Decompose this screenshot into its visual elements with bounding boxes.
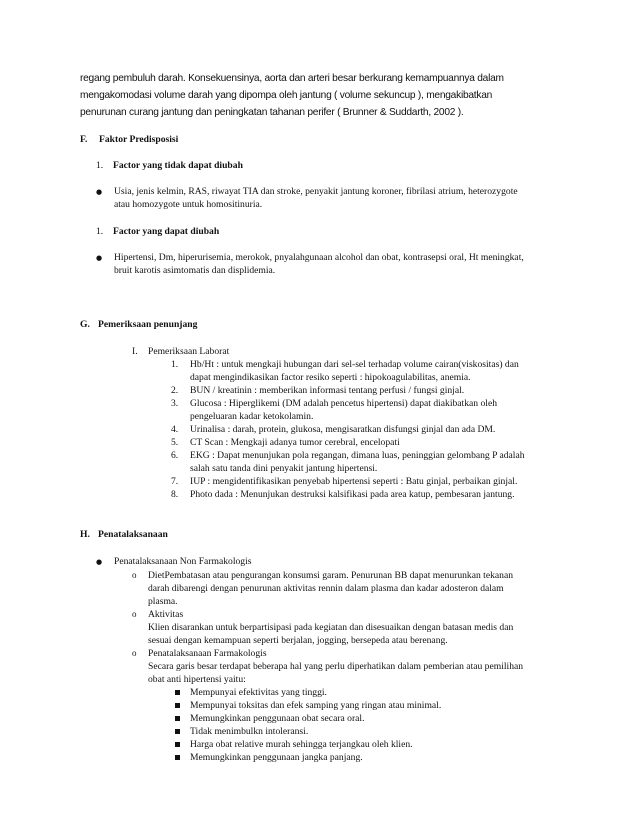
section-g-sub-title: Pemeriksaan Laborat (148, 346, 230, 357)
lab-item-text: CT Scan : Mengkaji adanya tumor cerebral, encelopati (190, 437, 400, 448)
square-bullet-icon (175, 729, 180, 734)
intro-line: regang pembuluh darah. Konsekuensinya, aorta dan arteri besar berkurang kemampuannya dalam (80, 73, 504, 84)
bullet-icon: ● (96, 254, 103, 262)
square-bullet-icon (175, 755, 180, 760)
criteria-item: Tidak menimbulkn intoleransi. (190, 726, 309, 737)
aktivitas-line: Klien disarankan untuk berpartisipasi pada kegiatan dan disesuaikan dengan batasan medis dan (148, 622, 514, 633)
intro-paragraph (80, 70, 580, 121)
lab-item-number: 4. (171, 424, 179, 435)
lab-item-text: EKG : Dapat menunjukan pola regangan, dimana luas, peninggian gelombang P adalah (190, 450, 525, 461)
lab-item-number: 2. (171, 385, 179, 396)
lab-item-text: salah satu tanda dini penyakit jantung hipertensi. (190, 463, 378, 474)
square-bullet-icon (175, 690, 180, 695)
bullet-icon: ● (96, 188, 103, 196)
aktivitas-title: Aktivitas (148, 609, 184, 620)
lab-item-text: Urinalisa : darah, protein, glukosa, mengisaratkan disfungsi ginjal dan ada DM. (190, 424, 496, 435)
lab-item-text: Hb/Ht : untuk mengkaji hubungan dari sel-sel terhadap volume cairan(viskositas) dan (190, 359, 519, 370)
lab-item-number: 1. (171, 359, 179, 370)
section-f-sub2-title: Factor yang dapat diubah (113, 226, 220, 237)
criteria-item: Memungkinkan penggunaan obat secara oral. (190, 713, 365, 724)
section-h-title: Penatalaksanaan (98, 529, 168, 540)
section-g-letter: G. (80, 319, 90, 330)
section-g-title: Pemeriksaan penunjang (98, 319, 198, 330)
lab-item-text: BUN / kreatinin : memberikan informasi tentang perfusi / fungsi ginjal. (190, 385, 465, 396)
section-h-bullet: Penatalaksanaan Non Farmakologis (114, 556, 252, 567)
lab-item-number: 7. (171, 476, 179, 487)
section-f-sub1-title: Factor yang tidak dapat diubah (113, 160, 243, 171)
criteria-item: Harga obat relative murah sehingga terjangkau oleh klien. (190, 739, 413, 750)
section-f-bullet2-line1: Hipertensi, Dm, hiperurisemia, merokok, pnyalahgunaan alcohol dan obat, kontrasepsi oral, Ht meningkat, (114, 252, 524, 263)
lab-item-text: IUP : mengidentifikasikan penyebab hipertensi seperti : Batu ginjal, perbaikan ginjal. (190, 476, 518, 487)
section-f-bullet2-line2: bruit karotis asimtomatis dan displidemia. (114, 265, 276, 276)
section-f-sub1-number: 1. (96, 160, 104, 171)
circle-bullet-icon: o (132, 648, 137, 658)
farmako-line: obat anti hipertensi yaitu: (148, 674, 246, 685)
intro-line: penurunan curang jantung dan peningkatan tahanan perifer ( Brunner & Suddarth, 2002 ). (80, 107, 464, 118)
lab-item-text: pengeluaran kadar ketokolamin. (190, 411, 314, 422)
criteria-item: Mempunyai toksitas dan efek samping yang ringan atau minimal. (190, 700, 442, 711)
section-f-sub2-number: 1. (96, 226, 104, 237)
circle-bullet-icon: o (132, 609, 137, 619)
section-f-bullet1-line2: atau homozygote untuk homositinuria. (114, 199, 263, 210)
farmako-line: Secara garis besar terdapat beberapa hal yang perlu diperhatikan dalam pemberian atau pemilihan (148, 661, 524, 672)
criteria-item: Mempunyai efektivitas yang tinggi. (190, 687, 327, 698)
diet-line: darah dibarengi dengan penurunan aktivitas rennin dalam plasma dan kadar adosteron dalam (148, 583, 504, 594)
lab-item-number: 5. (171, 437, 179, 448)
intro-line: mengakomodasi volume darah yang dipompa oleh jantung ( volume sekuncup ), mengakibatkan (80, 90, 493, 101)
diet-line: DietPembatasan atau pengurangan konsumsi garam. Penurunan BB dapat menurunkan tekanan (148, 570, 513, 581)
criteria-item: Memungkinkan penggunaan jangka panjang. (190, 752, 363, 763)
section-f-title: Faktor Predisposisi (99, 134, 179, 145)
section-h-letter: H. (80, 529, 90, 540)
bullet-icon: ● (96, 558, 103, 566)
lab-item-number: 6. (171, 450, 179, 461)
lab-item-text: Photo dada : Menunjukan destruksi kalsifikasi pada area katup, pembesaran jantung. (190, 489, 515, 500)
section-g-sub-number: I. (132, 346, 138, 357)
lab-item-text: dapat mengindikasikan factor resiko seperti : hipokoagulabilitas, anemia. (190, 372, 471, 383)
aktivitas-line: sesuai dengan kemampuan seperti berjalan, jogging, bersepeda atau berenang. (148, 635, 448, 646)
lab-item-number: 3. (171, 398, 179, 409)
square-bullet-icon (175, 716, 180, 721)
lab-item-text: Glucosa : Hiperglikemi (DM adalah pencetus hipertensi) dapat diakibatkan oleh (190, 398, 497, 409)
circle-bullet-icon: o (132, 570, 137, 580)
section-f-bullet1-line1: Usia, jenis kelmin, RAS, riwayat TIA dan stroke, penyakit jantung koroner, fibrilasi atrium, heterozygote (114, 186, 518, 197)
square-bullet-icon (175, 703, 180, 708)
farmako-title: Penatalaksanaan Farmakologis (148, 648, 267, 659)
diet-line: plasma. (148, 596, 178, 607)
section-f-letter: F. (80, 134, 88, 145)
lab-item-number: 8. (171, 489, 179, 500)
square-bullet-icon (175, 742, 180, 747)
